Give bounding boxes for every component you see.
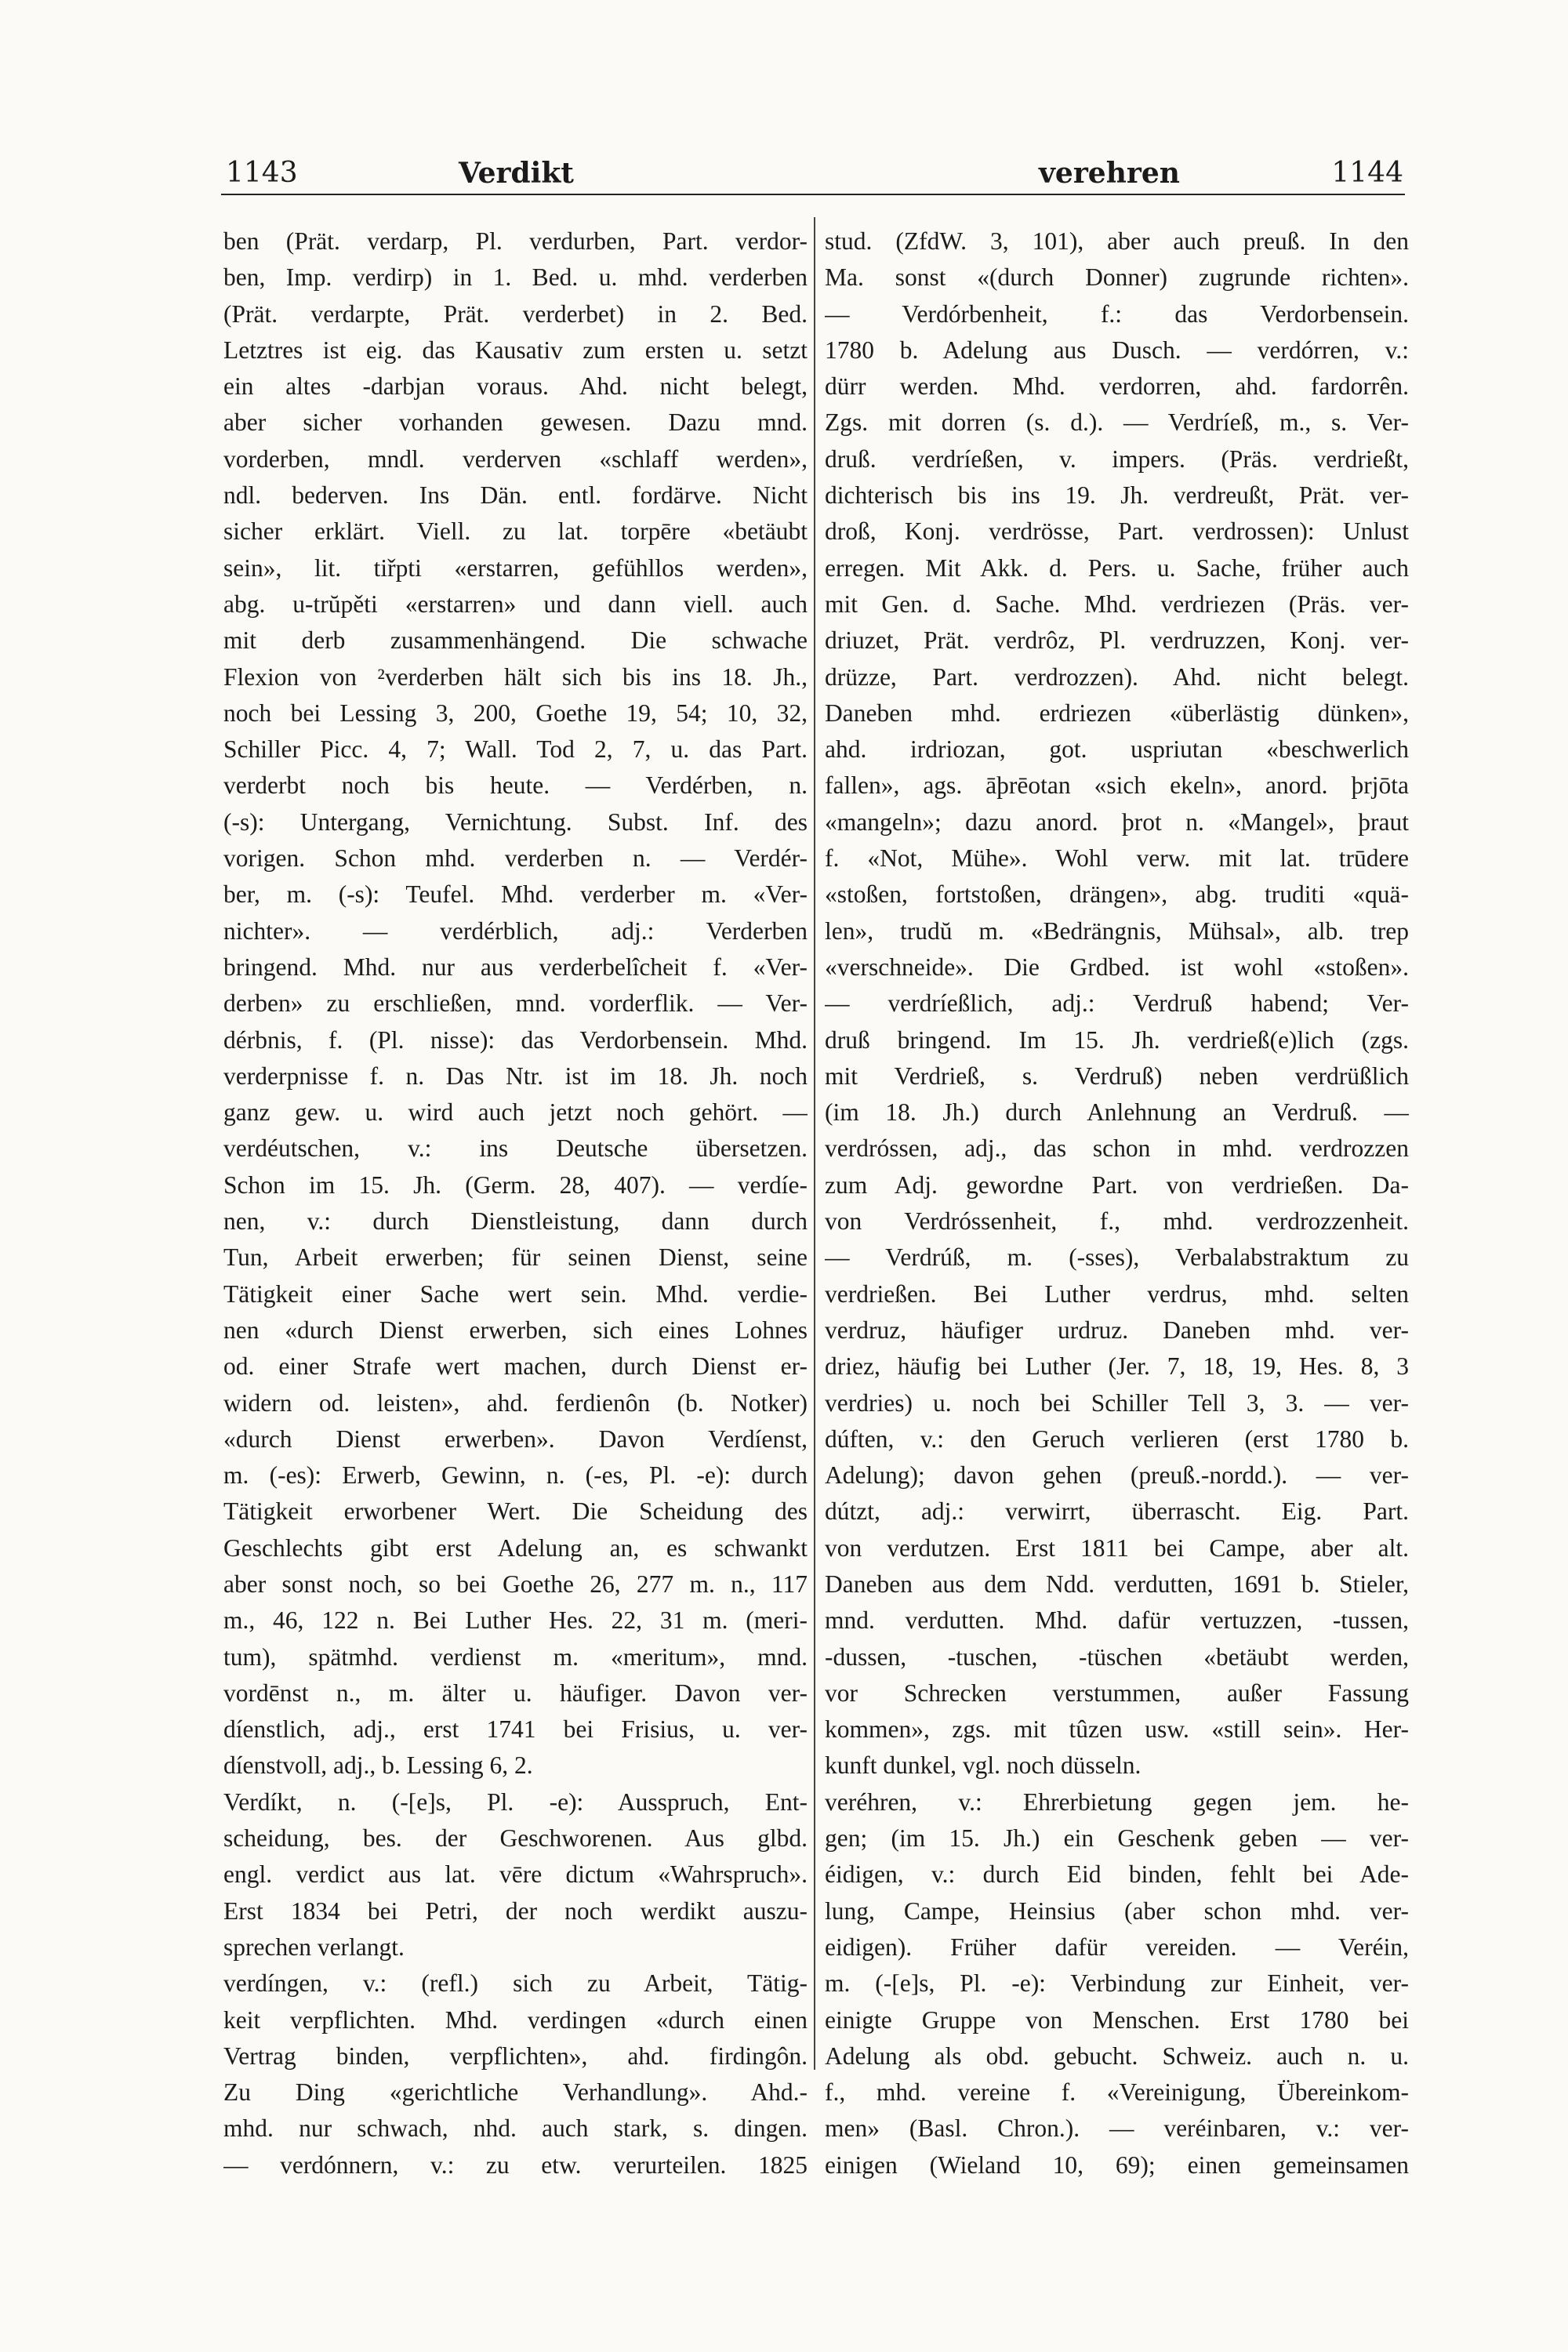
text-line: verderpnisse f. n. Das Ntr. ist im 18. Jh. noch xyxy=(223,1062,808,1090)
text-line: díenstlich, adj., erst 1741 bei Frisius, u. ver- xyxy=(223,1715,808,1744)
text-line: engl. verdict aus lat. vēre dictum «Wahrspruch». xyxy=(223,1860,808,1889)
text-line: mit Verdrieß, s. Verdruß) neben verdrüßlich xyxy=(825,1062,1409,1090)
text-line: mit derb zusammenhängend. Die schwache xyxy=(223,626,808,655)
text-line: verdruz, häufiger urdruz. Daneben mhd. ver- xyxy=(825,1316,1409,1344)
text-line: ben, Imp. verdirp) in 1. Bed. u. mhd. verderben xyxy=(223,263,808,292)
text-line: nen, v.: durch Dienstleistung, dann durch xyxy=(223,1207,808,1236)
text-line: bringend. Mhd. nur aus verderbelîcheit f. «Ver- xyxy=(223,953,808,981)
text-line: abg. u-trŭpěti «erstarren» und dann viell. auch xyxy=(223,590,808,618)
text-line: dichterisch bis ins 19. Jh. verdreußt, Prät. ver- xyxy=(825,481,1409,510)
text-line: druß. verdríeßen, v. impers. (Präs. verdrießt, xyxy=(825,445,1409,473)
text-line: dürr werden. Mhd. verdorren, ahd. fardorrên. xyxy=(825,372,1409,401)
text-line: derben» zu erschließen, mnd. vorderflik. — Ver- xyxy=(223,989,808,1018)
text-line: m. (-es): Erwerb, Gewinn, n. (-es, Pl. -e): durch xyxy=(223,1461,808,1490)
text-line: droß, Konj. verdrösse, Part. verdrossen): Unlust xyxy=(825,517,1409,546)
text-line: mit Gen. d. Sache. Mhd. verdriezen (Präs. ver- xyxy=(825,590,1409,618)
text-line: von Verdróssenheit, f., mhd. verdrozzenheit. xyxy=(825,1207,1409,1236)
column-divider xyxy=(814,217,815,2070)
text-line: tum), spätmhd. verdienst m. «meritum», mnd. xyxy=(223,1642,808,1671)
text-line: vorderben, mndl. verderven «schlaff werden», xyxy=(223,445,808,473)
text-line: kunft dunkel, vgl. noch düsseln. xyxy=(825,1751,1142,1780)
text-line: Ma. sonst «(durch Donner) zugrunde richten». xyxy=(825,263,1409,292)
left-column xyxy=(223,223,808,2183)
text-line: — Verdrúß, m. (-sses), Verbalabstraktum zu xyxy=(825,1243,1409,1272)
text-line: (im 18. Jh.) durch Anlehnung an Verdruß. — xyxy=(825,1098,1409,1127)
text-line: driuzet, Prät. verdrôz, Pl. verdruzzen, Konj. ver- xyxy=(825,626,1409,655)
text-line: Verdíkt, n. (-[e]s, Pl. -e): Ausspruch, Ent- xyxy=(223,1788,808,1816)
text-line: sprechen verlangt. xyxy=(223,1933,405,1961)
running-headword-left: Verdikt xyxy=(459,157,574,190)
text-line: ahd. irdriozan, got. uspriutan «beschwerlich xyxy=(825,735,1409,764)
text-line: (Prät. verdarpte, Prät. verderbet) in 2. Bed. xyxy=(223,299,808,328)
text-line: ein altes -darbjan voraus. Ahd. nicht belegt, xyxy=(223,372,808,401)
text-line: — verdríeßlich, adj.: Verdruß habend; Ver- xyxy=(825,989,1409,1018)
page-header xyxy=(0,157,1568,204)
text-line: lung, Campe, Heinsius (aber schon mhd. ver- xyxy=(825,1896,1409,1925)
text-line: -dussen, -tuschen, -tüschen «betäubt werden, xyxy=(825,1642,1409,1671)
text-line: m., 46, 122 n. Bei Luther Hes. 22, 31 m. (meri- xyxy=(223,1606,808,1635)
text-line: f., mhd. vereine f. «Vereinigung, Übereinkom- xyxy=(825,2078,1409,2107)
text-line: od. einer Strafe wert machen, durch Dienst er- xyxy=(223,1352,808,1381)
text-line: sicher erklärt. Viell. zu lat. torpēre «betäubt xyxy=(223,517,808,546)
text-line: driez, häufig bei Luther (Jer. 7, 18, 19, Hes. 8, 3 xyxy=(825,1352,1409,1381)
text-line: Flexion von ²verderben hält sich bis ins 18. Jh., xyxy=(223,662,808,691)
text-line: Schon im 15. Jh. (Germ. 28, 407). — verdíe- xyxy=(223,1171,808,1199)
text-line: verdróssen, adj., das schon in mhd. verdrozzen xyxy=(825,1134,1409,1163)
text-line: «mangeln»; dazu anord. þrot n. «Mangel», þraut xyxy=(825,808,1409,836)
text-line: nen «durch Dienst erwerben, sich eines Lohnes xyxy=(223,1316,808,1344)
text-line: ber, m. (-s): Teufel. Mhd. verderber m. «Ver- xyxy=(223,880,808,909)
text-line: Daneben mhd. erdriezen «überlästig dünken», xyxy=(825,699,1409,727)
text-line: — Verdórbenheit, f.: das Verdorbensein. xyxy=(825,299,1409,328)
text-line: díenstvoll, adj., b. Lessing 6, 2. xyxy=(223,1751,533,1780)
text-line: verdrießen. Bei Luther verdrus, mhd. selten xyxy=(825,1279,1409,1308)
text-line: kommen», zgs. mit tûzen usw. «still sein». Her- xyxy=(825,1715,1409,1744)
text-line: Letztres ist eig. das Kausativ zum ersten u. setzt xyxy=(223,336,808,364)
text-line: Tätigkeit erworbener Wert. Die Scheidung des xyxy=(223,1497,808,1526)
text-line: gen; (im 15. Jh.) ein Geschenk geben — ver- xyxy=(825,1824,1409,1853)
text-line: ganz gew. u. wird auch jetzt noch gehört. — xyxy=(223,1098,808,1127)
text-line: veréhren, v.: Ehrerbietung gegen jem. he- xyxy=(825,1788,1409,1816)
page-number-left: 1143 xyxy=(226,157,298,189)
text-line: mnd. verdutten. Mhd. dafür vertuzzen, -tussen, xyxy=(825,1606,1409,1635)
text-line: vor Schrecken verstummen, außer Fassung xyxy=(825,1679,1409,1707)
text-line: scheidung, bes. der Geschworenen. Aus glbd. xyxy=(223,1824,808,1853)
text-line: m. (-[e]s, Pl. -e): Verbindung zur Einheit, ver- xyxy=(825,1969,1409,1998)
text-line: éidigen, v.: durch Eid binden, fehlt bei Ade- xyxy=(825,1860,1409,1889)
header-rule xyxy=(221,194,1405,195)
text-line: «stoßen, fortstoßen, drängen», abg. truditi «quä- xyxy=(825,880,1409,909)
text-line: Tun, Arbeit erwerben; für seinen Dienst, seine xyxy=(223,1243,808,1272)
text-line: keit verpflichten. Mhd. verdingen «durch einen xyxy=(223,2005,808,2034)
text-line: len», trudŭ m. «Bedrängnis, Mühsal», alb. trep xyxy=(825,916,1409,945)
text-line: vordēnst n., m. älter u. häufiger. Davon ver- xyxy=(223,1679,808,1707)
text-line: stud. (ZfdW. 3, 101), aber auch preuß. In den xyxy=(825,227,1409,255)
text-line: mhd. nur schwach, nhd. auch stark, s. dingen. xyxy=(223,2114,808,2143)
text-line: Schiller Picc. 4, 7; Wall. Tod 2, 7, u. das Part. xyxy=(223,735,808,764)
text-line: Adelung); davon gehen (preuß.-nordd.). — ver- xyxy=(825,1461,1409,1490)
text-line: «verschneide». Die Grdbed. ist wohl «stoßen». xyxy=(825,953,1409,981)
text-line: widern od. leisten», ahd. ferdienôn (b. Notker) xyxy=(223,1388,808,1417)
text-line: Geschlechts gibt erst Adelung an, es schwankt xyxy=(223,1534,808,1562)
text-line: nichter». — verdérblich, adj.: Verderben xyxy=(223,916,808,945)
text-line: eidigen). Früher dafür vereiden. — Veréin, xyxy=(825,1933,1409,1961)
text-line: Erst 1834 bei Petri, der noch werdikt auszu- xyxy=(223,1896,808,1925)
text-line: Adelung als obd. gebucht. Schweiz. auch n. u. xyxy=(825,2042,1409,2070)
text-line: einigte Gruppe von Menschen. Erst 1780 bei xyxy=(825,2005,1409,2034)
text-line: ndl. bederven. Ins Dän. entl. fordärve. Nicht xyxy=(223,481,808,510)
text-line: vorigen. Schon mhd. verderben n. — Verdér- xyxy=(223,844,808,873)
text-line: noch bei Lessing 3, 200, Goethe 19, 54; 10, 32, xyxy=(223,699,808,727)
right-column xyxy=(825,223,1409,2183)
text-line: verdéutschen, v.: ins Deutsche übersetzen. xyxy=(223,1134,808,1163)
text-line: Tätigkeit einer Sache wert sein. Mhd. verdie- xyxy=(223,1279,808,1308)
text-line: drüzze, Part. verdrozzen). Ahd. nicht belegt. xyxy=(825,662,1409,691)
text-line: «durch Dienst erwerben». Davon Verdíenst, xyxy=(223,1425,808,1453)
text-line: sein», lit. tiřpti «erstarren, gefühllos werden», xyxy=(223,554,808,582)
text-line: (-s): Untergang, Vernichtung. Subst. Inf. des xyxy=(223,808,808,836)
text-line: zum Adj. gewordne Part. von verdrießen. Da- xyxy=(825,1171,1409,1199)
text-line: f. «Not, Mühe». Wohl verw. mit lat. trūdere xyxy=(825,844,1409,873)
text-line: dúften, v.: den Geruch verlieren (erst 1780 b. xyxy=(825,1425,1409,1453)
text-line: Vertrag binden, verpflichten», ahd. firdingôn. xyxy=(223,2042,808,2070)
text-line: men» (Basl. Chron.). — veréinbaren, v.: ver- xyxy=(825,2114,1409,2143)
text-line: verdíngen, v.: (refl.) sich zu Arbeit, Tätig- xyxy=(223,1969,808,1998)
running-headword-right: verehren xyxy=(1039,157,1180,190)
text-line: aber sicher vorhanden gewesen. Dazu mnd. xyxy=(223,408,808,437)
text-line: Zgs. mit dorren (s. d.). — Verdríeß, m., s. Ver- xyxy=(825,408,1409,437)
text-line: erregen. Mit Akk. d. Pers. u. Sache, früher auch xyxy=(825,554,1409,582)
text-line: ben (Prät. verdarp, Pl. verdurben, Part. verdor- xyxy=(223,227,808,255)
text-line: einigen (Wieland 10, 69); einen gemeinsamen xyxy=(825,2151,1409,2179)
text-line: verderbt noch bis heute. — Verdérben, n. xyxy=(223,771,808,800)
text-line: Daneben aus dem Ndd. verdutten, 1691 b. Stieler, xyxy=(825,1570,1409,1598)
text-line: von verdutzen. Erst 1811 bei Campe, aber alt. xyxy=(825,1534,1409,1562)
text-line: dútzt, adj.: verwirrt, überrascht. Eig. Part. xyxy=(825,1497,1409,1526)
text-line: verdries) u. noch bei Schiller Tell 3, 3. — ver- xyxy=(825,1388,1409,1417)
text-line: — verdónnern, v.: zu etw. verurteilen. 1825 xyxy=(223,2151,808,2179)
text-line: 1780 b. Adelung aus Dusch. — verdórren, v.: xyxy=(825,336,1409,364)
text-line: aber sonst noch, so bei Goethe 26, 277 m. n., 117 xyxy=(223,1570,808,1598)
text-line: dérbnis, f. (Pl. nisse): das Verdorbensein. Mhd. xyxy=(223,1025,808,1054)
text-line: Zu Ding «gerichtliche Verhandlung». Ahd.- xyxy=(223,2078,808,2107)
page-number-right: 1144 xyxy=(1331,157,1403,189)
text-line: fallen», ags. āþrēotan «sich ekeln», anord. þrjōta xyxy=(825,771,1409,800)
text-line: druß bringend. Im 15. Jh. verdrieß(e)lich (zgs. xyxy=(825,1025,1409,1054)
